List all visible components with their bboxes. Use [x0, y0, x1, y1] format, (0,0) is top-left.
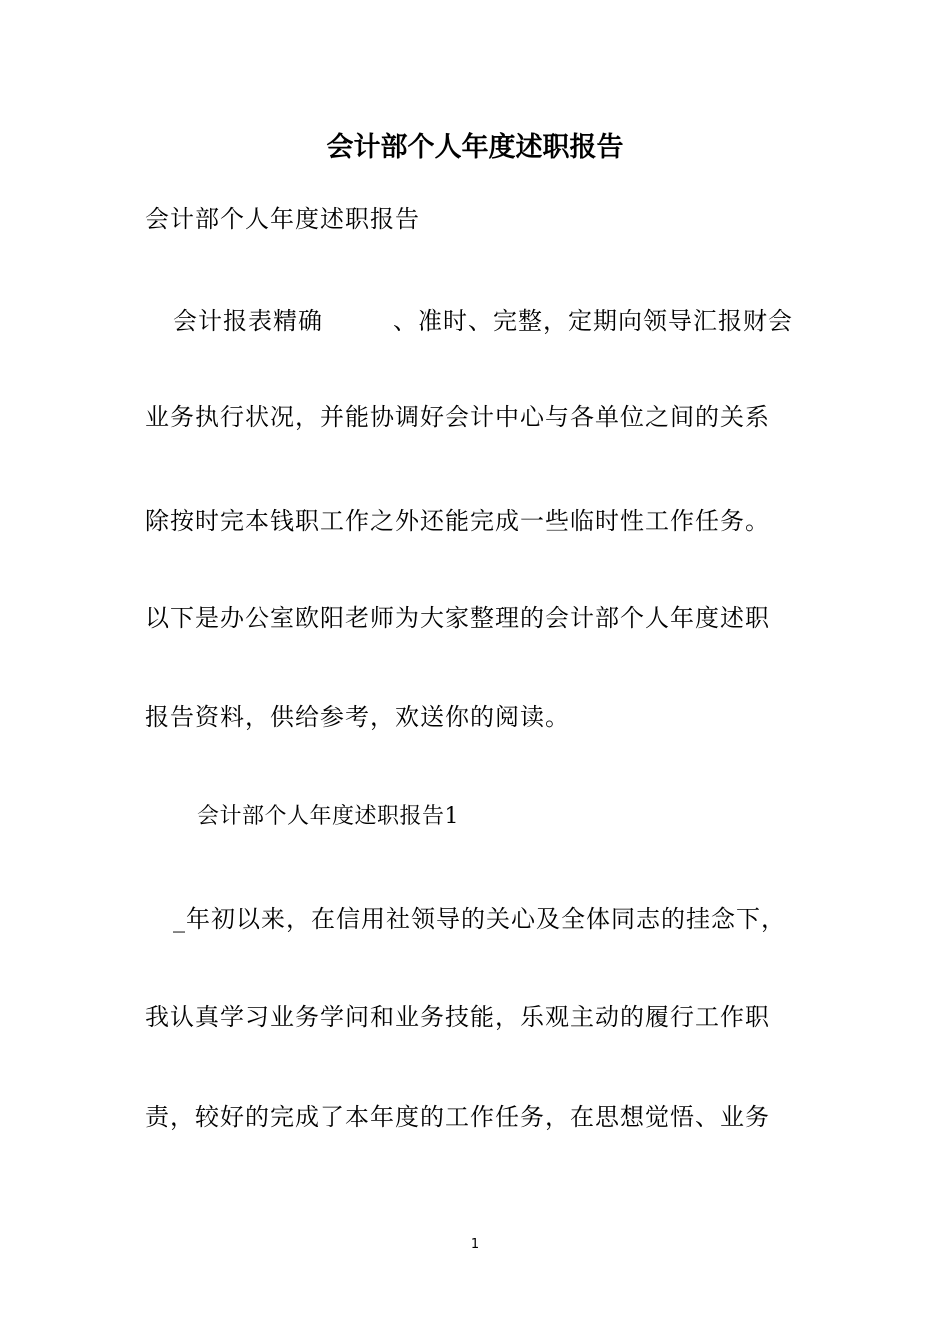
page-number: 1 [470, 1237, 480, 1252]
paragraph-1-line-5: 报告资料，供给参考，欢送你的阅读。 [145, 703, 570, 731]
paragraph-1-line-3: 除按时完本钱职工作之外还能完成一些临时性工作任务。 [145, 507, 770, 535]
paragraph-1-line-1 [173, 304, 793, 338]
paragraph-1-line-4: 以下是办公室欧阳老师为大家整理的会计部个人年度述职 [145, 604, 770, 632]
document-subtitle: 会计部个人年度述职报告 [145, 205, 420, 233]
paragraph-1-line-1-part-2: 、准时、完整，定期向领导汇报财会 [393, 307, 793, 335]
paragraph-2-line-3: 责，较好的完成了本年度的工作任务，在思想觉悟、业务 [145, 1103, 770, 1131]
paragraph-1-line-2: 业务执行状况，并能协调好会计中心与各单位之间的关系 [145, 403, 770, 431]
paragraph-1-line-1-part-1: 会计报表精确 [173, 307, 323, 335]
paragraph-2-line-1: _年初以来，在信用社领导的关心及全体同志的挂念下， [173, 905, 786, 933]
document-title: 会计部个人年度述职报告 [326, 132, 624, 163]
paragraph-2-line-2: 我认真学习业务学问和业务技能，乐观主动的履行工作职 [145, 1003, 770, 1031]
section-heading: 会计部个人年度述职报告1 [197, 804, 459, 829]
